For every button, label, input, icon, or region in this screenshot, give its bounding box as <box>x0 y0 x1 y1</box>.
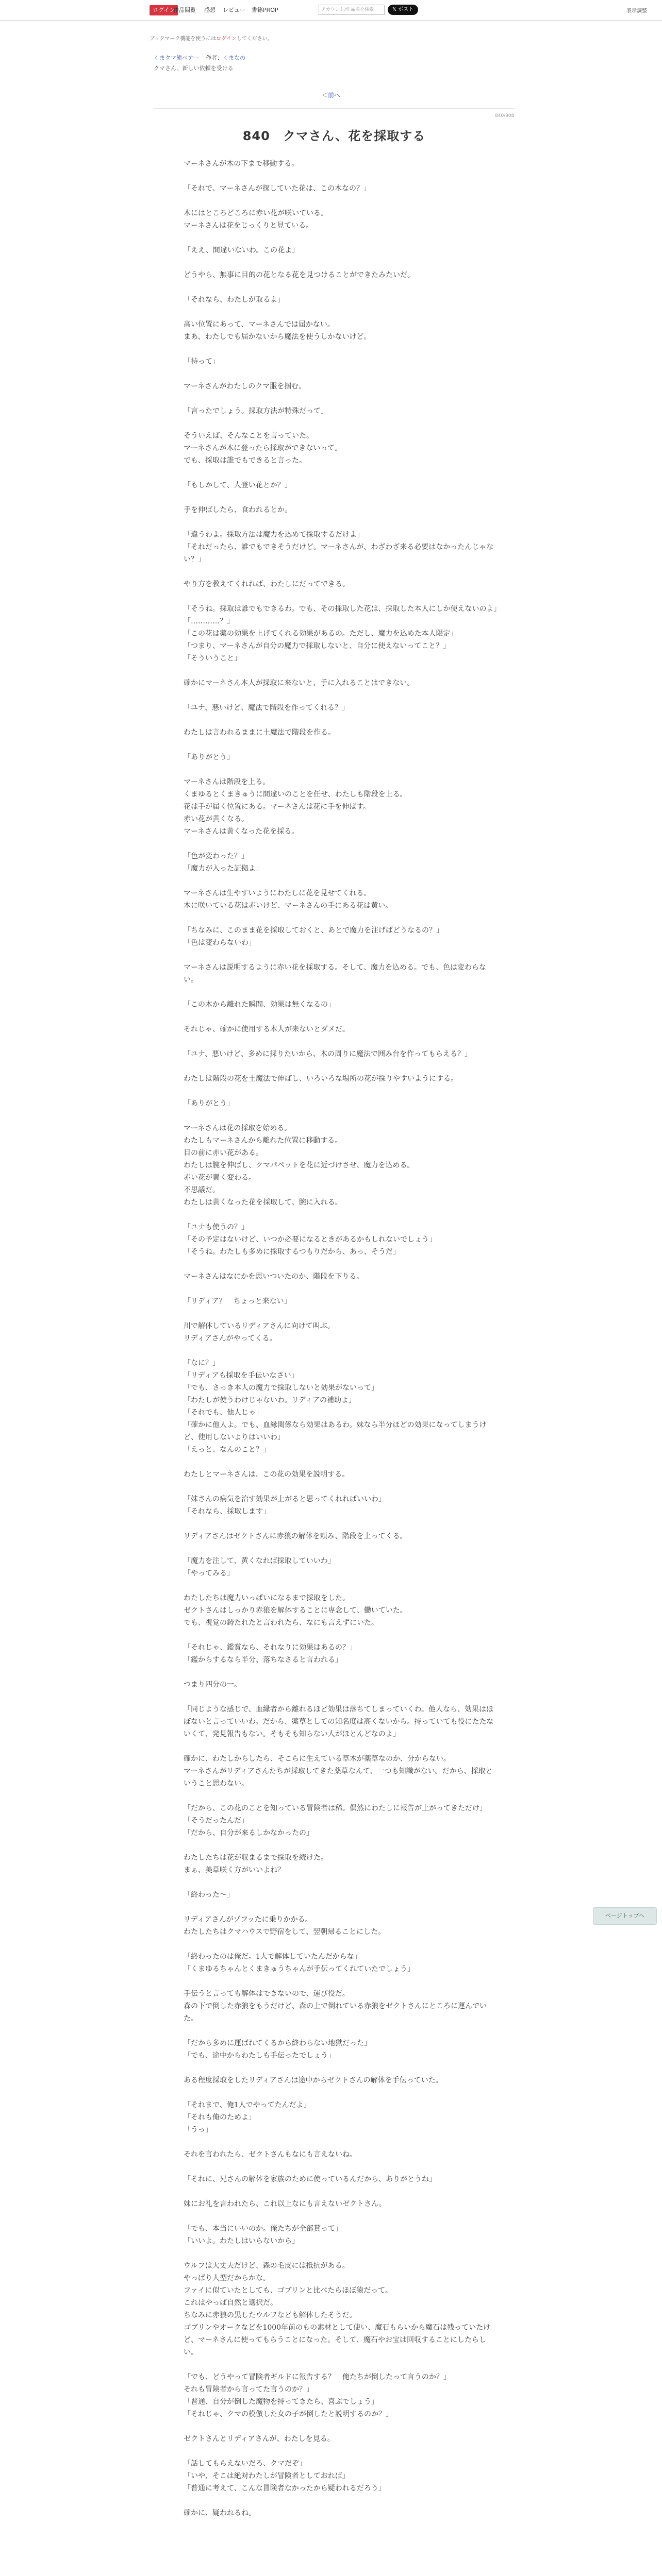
paragraph <box>184 2099 499 2136</box>
text-line: 「終わったのは俺だ。1人で解体していたんだからな」 <box>184 1953 361 1961</box>
text-line: やっぱり人型だからかな。 <box>184 2274 270 2282</box>
paragraph <box>184 2433 499 2445</box>
paragraph <box>184 1951 499 1975</box>
x-post-label: ポスト <box>398 7 414 12</box>
text-line: 手伝うと言っても解体はできないので、運び役だ。 <box>184 1990 350 1998</box>
text-line: そういえば、そんなことを言っていた。 <box>184 432 313 440</box>
paragraph <box>184 726 499 739</box>
text-line: 「その予定はないけど、いつか必要になるときがあるかもしれないでしょう」 <box>184 1235 436 1244</box>
text-line: 「もしかして、人登い花とか？」 <box>184 481 292 489</box>
text-line: 「ユナも使うの？」 <box>184 1223 249 1231</box>
text-line: これはやっぱ自然と選択だ。 <box>184 2299 277 2307</box>
text-line: 「ええ、間違いないわ。この花よ」 <box>184 246 300 255</box>
text-line: 「普通、自分が倒した魔物を持ってきたら、喜ぶでしょう」 <box>184 2398 378 2406</box>
paragraph <box>184 269 499 281</box>
search-input[interactable]: アカウント/作品名を検索 <box>319 5 385 15</box>
paragraph <box>184 1592 499 1629</box>
paragraph <box>184 603 499 665</box>
paragraph <box>184 961 499 986</box>
text-line: 「普通に考えて、こんな冒険者なかったから疑われるだろう」 <box>184 2484 386 2493</box>
text-line: それも冒険者から言ってた言うのか？」 <box>184 2385 313 2394</box>
text-line: やり方を教えてくれれば、わたしにだってできる。 <box>184 580 350 588</box>
paragraph <box>184 2173 499 2185</box>
text-line: 「だから、自分が来るしかなかったの」 <box>184 1829 313 1837</box>
text-line: 「同じような感じで、血縁者から離れるほど効果は落ちてしまっていくわ。他人なら、効果はほぼないと言っていいわ。だから、薬草としての知名度は高くないから。持っていても役にたたないくて、発見報告もない。そもそも知らない人がほとんどなのよ」 <box>184 1705 494 1738</box>
paragraph <box>184 578 499 590</box>
notice-text-after: してください。 <box>236 36 273 42</box>
paragraph <box>184 479 499 492</box>
page-number: 840/908 <box>495 113 515 118</box>
text-line: 目の前に赤い花がある。 <box>184 1149 263 1157</box>
paragraph <box>184 776 499 838</box>
text-line: マーネさんは花の採取を始める。 <box>184 1124 292 1132</box>
text-line: 「それだったら、誰でもできそうだけど。マーネさんが、わざわざ来る必要はなかったんじゃない？」 <box>184 543 494 564</box>
text-line: 「うっ」 <box>184 2126 212 2134</box>
text-line: どうやら、無事に目的の花となる花を見つけることができたみたいだ。 <box>184 271 415 279</box>
text-line: 「なに？」 <box>184 1359 220 1367</box>
text-line: 「いや、そこは絶対わたしが冒険者としておれば」 <box>184 2472 350 2480</box>
text-line: わたしは階段の花を土魔法で伸ばし、いろいろな場所の花が採りやすいようにする。 <box>184 1075 458 1083</box>
text-line: 「でも、途中からわたしも手伝ったでしょう」 <box>184 2052 335 2060</box>
paragraph <box>184 1679 499 1691</box>
text-line: 「くまゆるちゃんとくまきゅうちゃんが手伝ってくれていたでしょう」 <box>184 1965 415 1973</box>
text-line: マーネさんはなにかを思いついたのか、階段を下りる。 <box>184 1273 364 1281</box>
text-line: ゼクトさんはしっかり赤狼を解体することに専念して、働いていた。 <box>184 1606 407 1615</box>
paragraph <box>184 430 499 467</box>
text-line: ちなみに赤狼の黒したウルフなども解体したそうだ。 <box>184 2311 357 2319</box>
paragraph <box>184 998 499 1011</box>
text-line: マーネさんは説明するように赤い花を採取する。そして、魔力を込める。でも、色は変わらない。 <box>184 963 487 984</box>
text-line: 「確かに他人よ。でも、血縁関係なら効果はあるわ。妹なら半分ほどの効果になってしまうけど、使用しないよりはいいわ」 <box>184 1421 487 1442</box>
paragraph <box>184 1641 499 1666</box>
text-line: 妹にお礼を言われたら、これ以上なにも言えないゼクトさん。 <box>184 2200 386 2208</box>
text-line: 「魔力を注して、黄くなれば採取していいわ」 <box>184 1557 335 1565</box>
prev-chapter-link[interactable]: ＜前へ <box>322 92 341 99</box>
text-line: わたしは言われるままに土魔法で階段を作る。 <box>184 728 335 737</box>
text-line: 「…………？」 <box>184 617 234 625</box>
display-settings-button[interactable]: 表示調整 <box>626 8 647 14</box>
text-line: 確かにマーネさん本人が採取に来ないと、手に入れることはできない。 <box>184 679 415 687</box>
text-line: マーネさんは黄くなった花を採る。 <box>184 827 299 836</box>
text-line: 「リディアも採取を手伝いなさい」 <box>184 1371 299 1380</box>
text-line: 花は手が届く位置にある。マーネさんは花に手を伸ばす。 <box>184 803 371 811</box>
text-line: くまゆるとくまきゅうに間違いのことを任せ、わたしも階段を上る。 <box>184 790 407 799</box>
text-line: わたしは黄くなった花を採取して、腕に入れる。 <box>184 1198 342 1207</box>
text-line: マーネさんが木に登ったら採取ができないって。 <box>184 444 342 452</box>
paragraph <box>184 355 499 368</box>
text-line: でも、視覚の鋳たれたと言われたら、なにも言えずにいた。 <box>184 1619 378 1627</box>
nav-link-impressions[interactable]: 感想 <box>204 7 216 13</box>
chapter-title: 840 クマさん、花を採取する <box>242 129 426 143</box>
text-line: マーネさんがリディアさんたちが採取してきた薬草なんて、一つも知識がない。だから、採取ということ思わない。 <box>184 1767 493 1788</box>
paragraph <box>184 1703 499 1740</box>
paragraph <box>184 1295 499 1308</box>
text-line: 「待って」 <box>184 358 220 366</box>
paragraph <box>184 1320 499 1345</box>
text-line: 「それも俺のためよ」 <box>184 2113 256 2122</box>
paragraph <box>184 1048 499 1060</box>
text-line: 「言ったでしょう。採取方法が特殊だって」 <box>184 407 328 415</box>
text-line: 赤い花が黄く変わる。 <box>184 1174 256 1182</box>
paragraph <box>184 380 499 393</box>
text-line: ゼクトさんとリディアさんが、わたしを見る。 <box>184 2435 335 2443</box>
text-line: 「それでも、他人じゃ」 <box>184 1409 263 1417</box>
text-line: わたしたちはクマハウスで野宿をして、翌朝帰ることにした。 <box>184 1928 386 1936</box>
text-line: マーネさんがわたしのクマ服を掴む。 <box>184 382 306 391</box>
text-line: 「だから、この花のことを知っている冒険者は稀。偶然にわたしに報告が上がってきただけ」 <box>184 1804 487 1812</box>
text-line: 「リディア？ ちょっと来ない」 <box>184 1297 291 1306</box>
paragraph <box>184 294 499 306</box>
paragraph <box>184 1122 499 1209</box>
text-line: 「そういうこと」 <box>184 654 241 663</box>
text-line: まあ、わたしでも届かないから魔法を使うしかないけど。 <box>184 333 371 341</box>
text-line: わたしもマーネさんから離れた位置に移動する。 <box>184 1137 342 1145</box>
paragraph <box>184 887 499 912</box>
text-line: 手を伸ばしたら、食われるとか。 <box>184 506 292 514</box>
text-line: 不思議だ。 <box>184 1186 220 1194</box>
paragraph <box>184 2074 499 2087</box>
text-line: 「そうね。わたしも多めに採取するつもりだから、あっ、そうだ」 <box>184 1248 400 1256</box>
text-line: 「色が変わった？」 <box>184 852 249 860</box>
text-line: 高い位置にあって、マーネさんでは届かない。 <box>184 320 335 329</box>
paragraph <box>184 2507 499 2519</box>
text-line: ファイに似ていたとしても、ゴブリンと比べたらほぼ猿だって。 <box>184 2286 392 2295</box>
paragraph <box>184 1530 499 1543</box>
text-line: マーネさんは階段を上る。 <box>184 778 270 786</box>
text-line: それじゃ、確かに使用する本人が来ないとダメだ。 <box>184 1025 350 1033</box>
paragraph <box>184 1913 499 1938</box>
text-line: マーネさんが木の下まで移動する。 <box>184 160 299 168</box>
text-line: でも、採取は誰でもできると言った。 <box>184 456 306 465</box>
paragraph <box>184 702 499 714</box>
paragraph <box>184 2223 499 2247</box>
text-line: 赤い花が黄くなる。 <box>184 815 249 823</box>
paragraph <box>184 2458 499 2495</box>
paragraph <box>184 1270 499 1283</box>
text-line: 「それなら、わたしが取るよ」 <box>184 296 285 304</box>
text-line: マーネさんは花をじっくりと見ている。 <box>184 222 313 230</box>
text-line: 「でも、さっき本人の魔力で採取しないと効果がないって」 <box>184 1384 378 1392</box>
text-line: 「それじゃ、鑑賞なら、それなりに効果はあるの？」 <box>184 1643 357 1652</box>
text-line: 「それまで、俺1人でやってたんだよ」 <box>184 2101 311 2109</box>
text-line: 「そうだったんだ」 <box>184 1817 249 1825</box>
text-line: 「ありがとう」 <box>184 753 234 761</box>
novel-title-link[interactable]: くまクマ熊ベアー <box>154 55 199 61</box>
text-line: 「違うわよ。採取方法は魔力を込めて採取するだけよ」 <box>184 531 364 539</box>
nav-link-works[interactable]: 作品閲覧 <box>173 7 196 13</box>
text-line: それを言われたら、ゼクトさんもなにも言えないね。 <box>184 2150 357 2159</box>
text-line: 「だから多めに運ばれてくるから終わらない地獄だった」 <box>184 2039 371 2047</box>
paragraph <box>184 2371 499 2420</box>
text-line: 「この木から離れた瞬間、効果は無くなるの」 <box>184 1001 335 1009</box>
text-line: 「でも、どうやって冒険者ギルドに報告する？ 俺たちが倒したって言うのか？」 <box>184 2373 451 2381</box>
x-icon: 𝕏 <box>392 7 399 12</box>
text-line: 森の下で倒した赤狼をもうだけど、森の上で倒れている赤狼をゼクトさんにところに運んでいた。 <box>184 2002 487 2023</box>
paragraph <box>184 1493 499 1518</box>
bookmark-notice <box>150 34 273 42</box>
paragraph <box>184 677 499 689</box>
text-line: 「わたしが使うわけじゃないわ。リディアの補助よ」 <box>184 1396 356 1404</box>
paragraph <box>184 1852 499 1876</box>
text-line: 川で解体しているリディアさんに向けて叫ぶ。 <box>184 1322 335 1330</box>
text-line: 確かに、疑われるね。 <box>184 2509 256 2517</box>
text-line: 「魔力が入った証拠よ」 <box>184 865 263 873</box>
paragraph <box>184 207 499 232</box>
page-top-button[interactable]: ページトップへ <box>593 1907 657 1925</box>
text-line: 「そうね。採取は誰でもできるわ。でも、その採取した花は、採取した本人にしか使えないのよ」 <box>184 605 501 613</box>
paragraph <box>184 1221 499 1258</box>
text-line: 「いいよ。わたしはいらないから」 <box>184 2237 299 2245</box>
text-line: 「それに、兄さんの解体を家族のために使っているんだから、ありがとうね」 <box>184 2175 436 2183</box>
paragraph <box>184 1073 499 1085</box>
notice-login-link[interactable]: ログイン <box>216 36 237 42</box>
text-line: リディアさんがゾフッたに乗りかかる。 <box>184 1916 312 1924</box>
text-line: 「つまり、マーネさんが自分の魔力で採取しないと、自分に使えないってこと？」 <box>184 642 451 650</box>
text-line: 「でも、本当にいいのか。俺たちが全部貰って」 <box>184 2225 342 2233</box>
text-line: 「ちなみに、このまま花を採取しておくと、あとで魔力を注げばどうなるの？」 <box>184 926 443 935</box>
text-line: 「それじゃ、クマの模倣した女の子が倒したと説明するのか？」 <box>184 2410 393 2418</box>
paragraph <box>184 318 499 343</box>
paragraph <box>184 1802 499 1839</box>
paragraph <box>184 850 499 875</box>
paragraph <box>184 924 499 949</box>
text-line: マーネさんは生やすいようにわたしに花を見せてくれる。 <box>184 889 371 897</box>
paragraph <box>184 529 499 566</box>
text-line: わたしたちは魔力いっぱいになるまで採取をした。 <box>184 1594 350 1602</box>
paragraph <box>184 2148 499 2161</box>
text-line: 「色は変わらないわ」 <box>184 939 256 947</box>
text-line: 「ユナ、悪いけど、魔法で階段を作ってくれる？」 <box>184 704 350 712</box>
paragraph <box>184 1357 499 1456</box>
text-line: 「この花は薬の効果を上げてくれる効果があるの。ただし、魔力を込めた本人限定」 <box>184 630 458 638</box>
text-line: 「鑑からするなら半分、落ちなさると言われる」 <box>184 1656 342 1664</box>
text-line: わたしとマーネさんは、この花の効果を説明する。 <box>184 1470 350 1479</box>
text-line: 木に咲いている花は赤いけど、マーネさんの手にある花は黄い。 <box>184 902 393 910</box>
text-line: まぁ、美草咲く方がいいよね？ <box>184 1866 285 1874</box>
text-line: リディアさんはゼクトさんに赤狼の解体を頼み、階段を上ってくる。 <box>184 1532 407 1540</box>
paragraph <box>184 1753 499 1790</box>
divider <box>154 108 515 109</box>
chapter-body <box>184 158 499 2532</box>
text-line: ウルフは大丈夫だけど、森の毛皮には抵抗がある。 <box>184 2262 350 2270</box>
paragraph <box>184 751 499 764</box>
text-line: ある程度採取をしたリディアさんは途中からゼクトさんの解体を手伝っていた。 <box>184 2076 443 2084</box>
text-line: 「ユナ、悪いけど、多めに採りたいから、木の周りに魔法で囲み台を作ってもらえる？」 <box>184 1050 472 1058</box>
paragraph <box>184 182 499 195</box>
chapter-subtitle: クマさん、新しい依頼を受ける <box>154 65 234 72</box>
text-line: 木にはところどころに赤い花が咲いている。 <box>184 209 328 217</box>
text-line: 確かに、わたしからしたら、そこらに生えている草木が薬草なのか、分からない。 <box>184 1755 451 1763</box>
paragraph <box>184 2198 499 2210</box>
author-label: 作者： <box>206 55 223 61</box>
login-button[interactable]: ログイン <box>150 5 178 15</box>
paragraph <box>184 2260 499 2359</box>
text-line: わたしは腕を伸ばし、クマパペットを花に近づけさせ、魔力を込める。 <box>184 1161 415 1170</box>
text-line: 「えっと、なんのこと？」 <box>184 1446 270 1454</box>
author-link[interactable]: くまなの <box>223 55 246 61</box>
top-bar <box>0 0 662 21</box>
paragraph <box>184 1555 499 1580</box>
paragraph <box>184 1889 499 1901</box>
text-line: つまり四分の一。 <box>184 1681 241 1689</box>
text-line: 「妹さんの病気を治す効果が上がると思ってくれればいいわ」 <box>184 1495 386 1503</box>
paragraph <box>184 1988 499 2025</box>
text-line: 「それで、マーネさんが探していた花は、この木なの？」 <box>184 184 371 193</box>
text-line: リディアさんがやってくる。 <box>184 1334 277 1343</box>
text-line: 「終わった～」 <box>184 1891 234 1899</box>
text-line: わたしたちは花が収まるまで採取を続けた。 <box>184 1854 328 1862</box>
text-line: 「それなら、採取します」 <box>184 1507 270 1516</box>
paragraph <box>184 504 499 516</box>
paragraph <box>184 2037 499 2062</box>
text-line: 「ありがとう」 <box>184 1099 234 1108</box>
paragraph <box>184 1023 499 1036</box>
text-line: ゴブリンやオークなどを1000年前のもの素材として使い、魔石もらいから魔石は残っていたけど、マーネさんに使ってもらうことになった。そして、魔石やお宝は回収することにしたらしい。 <box>184 2324 491 2357</box>
paragraph <box>184 1097 499 1110</box>
paragraph <box>184 405 499 417</box>
breadcrumb <box>154 54 245 62</box>
paragraph <box>184 1468 499 1481</box>
text-line: 「話してもらえないだろ、クマだぞ」 <box>184 2460 306 2468</box>
paragraph <box>184 244 499 257</box>
notice-text-before: ブックマーク機能を使うには <box>150 36 217 42</box>
x-post-button[interactable] <box>388 5 418 15</box>
paragraph <box>184 158 499 170</box>
nav-link-books[interactable]: 書籍PROP <box>252 7 278 13</box>
nav-link-reviews[interactable]: レビュー <box>223 7 245 13</box>
text-line: 「やってみる」 <box>184 1569 234 1578</box>
